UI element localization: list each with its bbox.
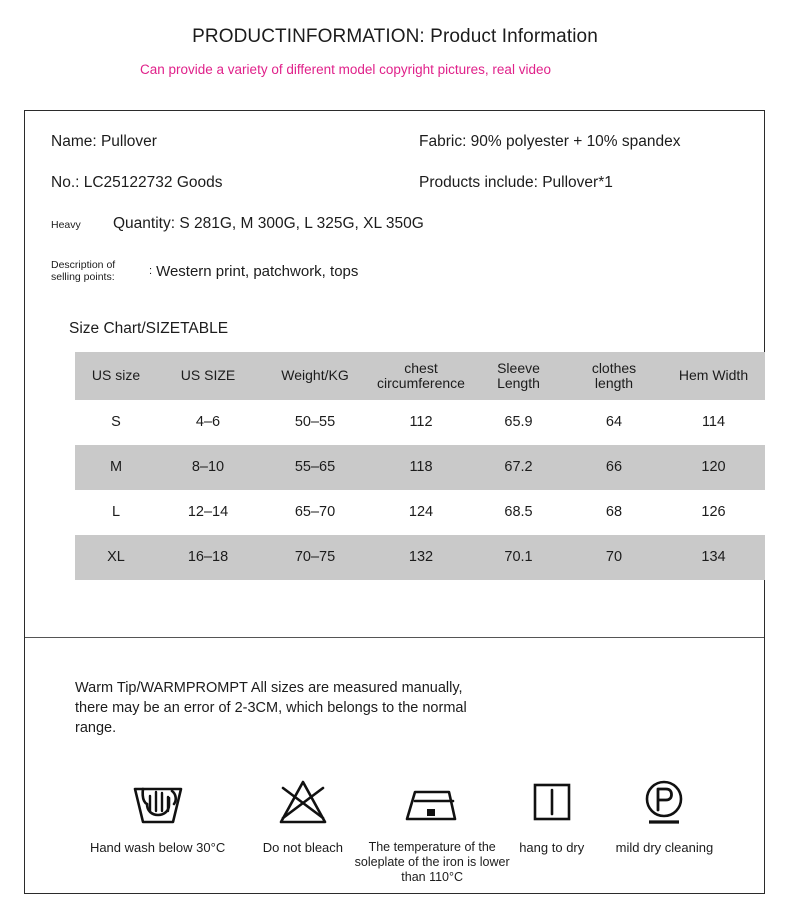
care-caption: The temperature of the soleplate of the iron is lower than 110°C [354,840,510,884]
header-weight: Weight/KG [281,367,349,384]
cell-length: 68 [605,504,623,521]
header-sleeve-length [471,352,566,400]
selling-points-label-line1: Description of [51,259,116,271]
attribute-row-quantity [51,215,738,233]
cell-us-num: 8–10 [191,459,225,476]
page-header [0,0,790,79]
table-row [75,400,765,445]
cell-weight: 70–75 [294,549,336,566]
cell-weight: 65–70 [294,504,336,521]
cell-weight: 55–65 [294,459,336,476]
care-symbol-iron-low-temp [352,776,513,885]
header-sleeve-line1: Sleeve [497,359,540,376]
care-symbol-hang-to-dry [513,776,591,856]
do-not-bleach-icon [275,776,331,830]
iron-low-temp-icon [401,776,463,830]
header-us-size: US size [91,367,141,384]
cell-us-num: 4–6 [195,414,221,431]
table-row [75,490,765,535]
product-info-frame [24,110,765,894]
header-us-size-num: US SIZE [180,367,236,384]
header-chest-line2: circumference [377,374,465,391]
attribute-row-name-fabric [51,133,738,151]
size-table-header-row [75,352,765,400]
hand-wash-icon [128,776,188,830]
cell-weight: 50–55 [294,414,336,431]
cell-us-num: 16–18 [187,549,229,566]
cell-us-size: M [109,459,123,476]
page-title: PRODUCTINFORMATION: Product Information [192,26,598,47]
cell-sleeve: 70.1 [504,549,533,566]
header-hem-width: Hem Width [678,367,749,384]
product-fabric: Fabric: 90% polyester + 10% spandex [419,133,681,150]
attribute-row-no-includes [51,174,738,192]
care-caption: mild dry cleaning [615,840,714,855]
cell-length: 70 [605,549,623,566]
mild-dry-clean-icon [638,776,690,830]
product-details-panel [25,111,764,638]
selling-points-label-line2: selling points: [51,271,115,284]
attribute-row-selling-points [51,259,738,284]
care-caption: Hand wash below 30°C [89,840,226,855]
care-caption: hang to dry [519,840,585,855]
warm-tip-text: Warm Tip/WARMPROMPT All sizes are measured manually, there may be an error of 2-3CM, which belongs to the normal range. [75,680,467,736]
cell-sleeve: 68.5 [504,504,533,521]
header-chest-circumference [371,352,471,400]
cell-hem: 120 [701,459,726,476]
cell-hem: 134 [701,549,726,566]
care-symbol-hand-wash [61,776,254,856]
page-subtitle: Can provide a variety of different model copyright pictures, real video [140,61,551,77]
selling-points-label [51,259,149,284]
products-include: Products include: Pullover*1 [419,174,613,191]
cell-us-size: S [111,414,121,431]
cell-us-size: XL [107,549,125,566]
quantity-value: Quantity: S 281G, M 300G, L 325G, XL 350G [113,215,424,232]
size-table-header [75,352,765,400]
cell-sleeve: 67.2 [504,459,533,476]
table-row [75,445,765,490]
header-clothes-length [566,352,662,400]
heavy-label: Heavy [51,219,81,231]
table-row [75,535,765,580]
header-chest-line1: chest [404,359,438,376]
cell-hem: 126 [701,504,726,521]
care-caption: Do not bleach [262,840,344,855]
size-chart-table [75,352,765,580]
product-attributes [51,133,738,284]
cell-us-size: L [111,504,121,521]
cell-hem: 114 [701,414,726,431]
header-sleeve-line2: Length [497,374,540,391]
size-chart-title: Size Chart/SIZETABLE [69,319,229,337]
hang-to-dry-icon [529,776,575,830]
care-instructions-panel [25,638,764,893]
cell-sleeve: 65.9 [504,414,533,431]
product-number: No.: LC25122732 Goods [51,174,223,191]
selling-points-colon: : [149,265,153,278]
care-symbol-do-not-bleach [254,776,352,856]
cell-chest: 132 [408,549,434,566]
header-clothes-line2: length [594,374,634,391]
size-table-body [75,400,765,580]
product-name: Name: Pullover [51,133,157,150]
cell-chest: 118 [409,459,433,476]
cell-length: 66 [605,459,623,476]
selling-points-value: Western print, patchwork, tops [156,262,359,280]
cell-chest: 112 [409,414,433,431]
cell-chest: 124 [408,504,434,521]
care-symbol-mild-dry-cleaning [591,776,738,856]
care-symbols-row [51,776,738,885]
cell-length: 64 [605,414,623,431]
cell-us-num: 12–14 [187,504,229,521]
header-clothes-line1: clothes [591,359,637,376]
